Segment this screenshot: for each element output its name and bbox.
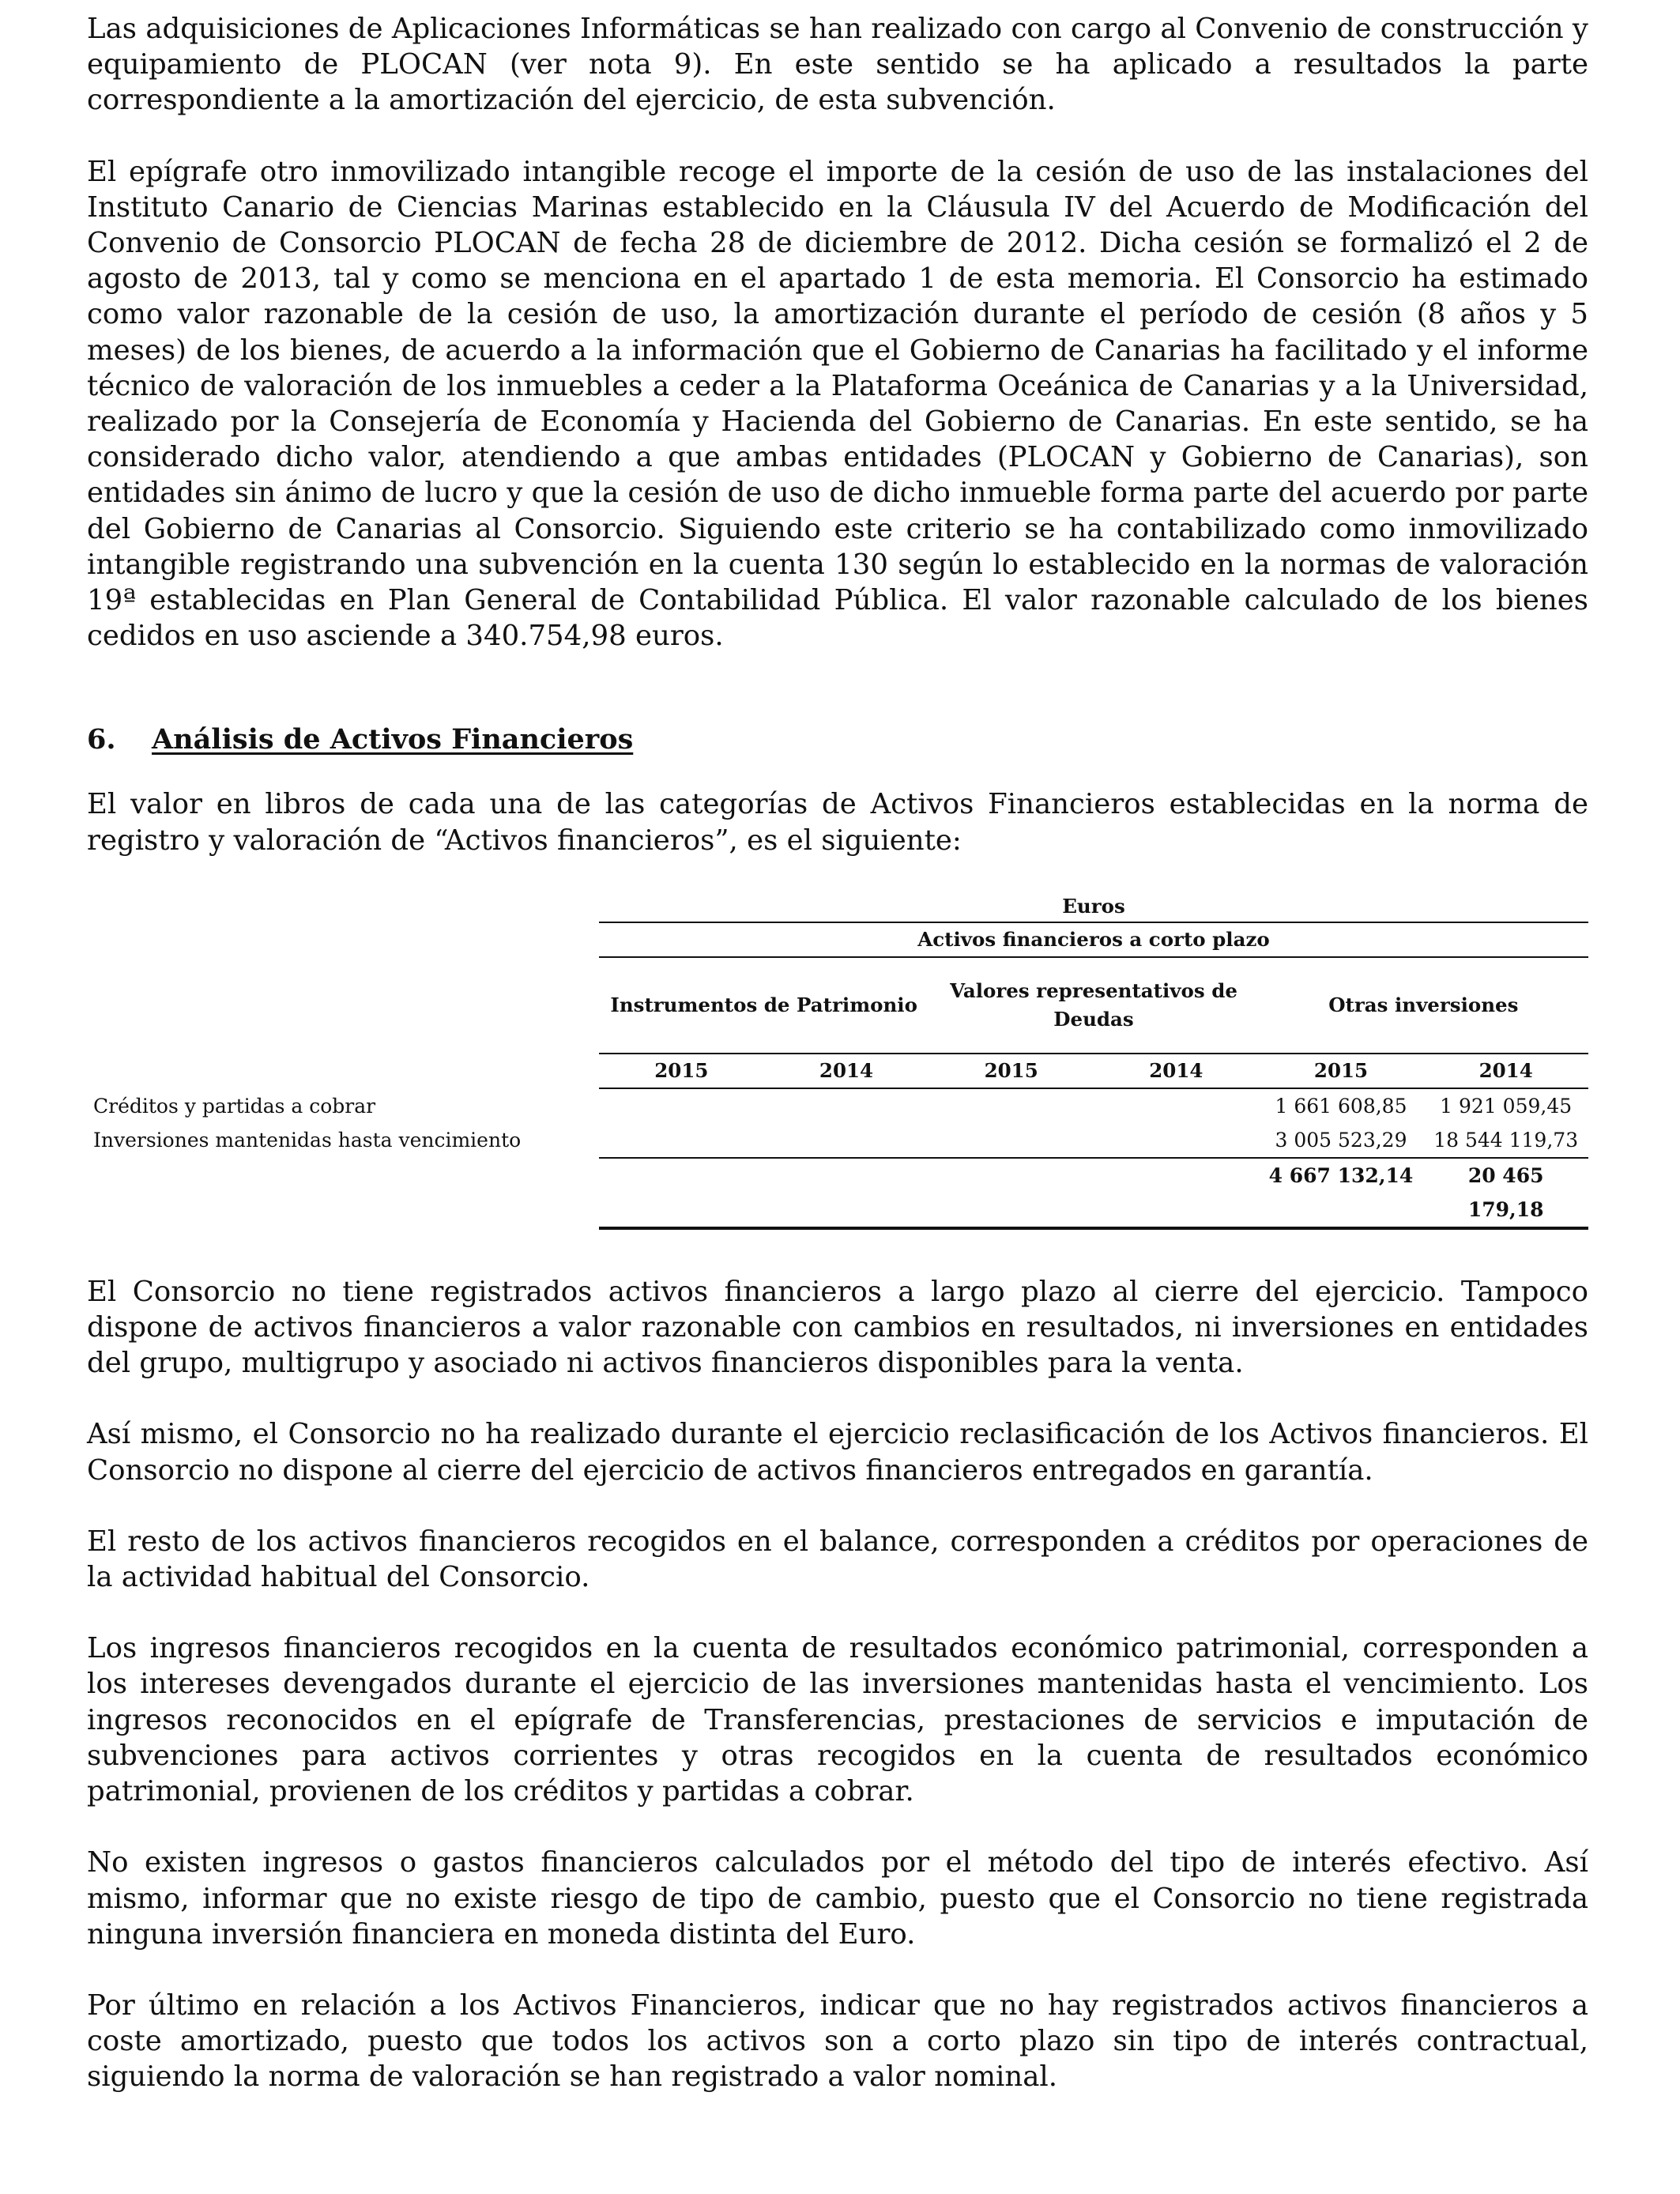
year-header: 2014: [1094, 1054, 1259, 1089]
year-header: 2015: [929, 1054, 1094, 1089]
paragraph-intro: El valor en libros de cada una de las categorías de Activos Financieros establecidas en la norma de registro y valoración de “Activos financieros”, es el siguiente:: [87, 788, 1588, 857]
table-cell: [599, 1089, 764, 1123]
row-label-inversiones: Inversiones mantenidas hasta vencimiento: [93, 1128, 522, 1152]
paragraph-ingresos-financieros: Los ingresos financieros recogidos en la cuenta de resultados económico patrimonial, corresponden a los intereses devengados durante el ejercicio de las inversiones mantenidas hasta el vencimiento. Los ingresos reconocidos en el epígrafe de Transferencias, prestaciones de servicios e imputación de subvenciones para activos corrientes y otras recogidos en la cuenta de resultados económico patrimonial, provienen de los créditos y partidas a cobrar.: [87, 1632, 1588, 1808]
col-group-instrumentos: Instrumentos de Patrimonio: [599, 958, 929, 1054]
section-title: Análisis de Activos Financieros: [152, 723, 634, 756]
table-cell: 1 921 059,45: [1440, 1094, 1573, 1118]
total-cell: [764, 1159, 929, 1230]
col-group-otras: Otras inversiones: [1259, 958, 1588, 1054]
total-cell: [1094, 1159, 1259, 1230]
year-header: 2014: [1423, 1054, 1588, 1089]
table-cell: [764, 1123, 929, 1159]
total-cell: [929, 1159, 1094, 1230]
table-corner: [87, 892, 599, 923]
table-cell: [599, 1123, 764, 1159]
table-cell: [1094, 1089, 1259, 1123]
table-cell: [1094, 1123, 1259, 1159]
col-group-valores: Valores representativos de Deudas: [929, 958, 1258, 1054]
table-cell: [929, 1123, 1094, 1159]
year-header: 2014: [764, 1054, 929, 1089]
financial-assets-table: [87, 892, 1588, 1230]
currency-header: Euros: [599, 892, 1588, 923]
paragraph-tipo-interes: No existen ingresos o gastos financieros calculados por el método del tipo de interés efectivo. Así mismo, informar que no existe riesgo de tipo de cambio, puesto que el Consorcio no tiene registrada ninguna inversión financiera en moneda distinta del Euro.: [87, 1846, 1588, 1951]
group-header: Activos financieros a corto plazo: [599, 923, 1588, 958]
paragraph-otro-inmovilizado: El epígrafe otro inmovilizado intangible recoge el importe de la cesión de uso de las instalaciones del Instituto Canario de Ciencias Marinas establecido en la Cláusula IV del Acuerdo de Modificación del Convenio de Consorcio PLOCAN de fecha 28 de diciembre de 2012. Dicha cesión se formalizó el 2 de agosto de 2013, tal y como se menciona en el apartado 1 de esta memoria. El Consorcio ha estimado como valor razonable de la cesión de uso, la amortización durante el período de cesión (8 años y 5 meses) de los bienes, de acuerdo a la información que el Gobierno de Canarias ha facilitado y el informe técnico de valoración de los inmuebles a ceder a la Plataforma Oceánica de Canarias y a la Universidad, realizado por la Consejería de Economía y Hacienda del Gobierno de Canarias. En este sentido, se ha considerado dicho valor, atendiendo a que ambas entidades (PLOCAN y Gobierno de Canarias), son entidades sin ánimo de lucro y que la cesión de uso de dicho inmueble forma parte del acuerdo por parte del Gobierno de Canarias al Consorcio. Siguiendo este criterio se ha contabilizado como inmovilizado intangible registrando una subvención en la cuenta 130 según lo establecido en la normas de valoración 19ª establecidas en Plan General de Contabilidad Pública. El valor razonable calculado de los bienes cedidos en uso asciende a 340.754,98 euros.: [87, 155, 1588, 653]
paragraph-coste-amortizado: Por último en relación a los Activos Financieros, indicar que no hay registrados activos financieros a coste amortizado, puesto que todos los activos son a corto plazo sin tipo de interés contractual, siguiendo la norma de valoración se han registrado a valor nominal.: [87, 1989, 1588, 2094]
row-label-creditos: Créditos y partidas a cobrar: [93, 1094, 376, 1118]
paragraph-reclasificacion: Así mismo, el Consorcio no ha realizado durante el ejercicio reclasificación de los Activos financieros. El Consorcio no dispone al cierre del ejercicio de activos financieros entregados en garantía.: [87, 1418, 1588, 1487]
table-cell: 3 005 523,29: [1259, 1123, 1424, 1159]
paragraph-aplicaciones-informaticas: Las adquisiciones de Aplicaciones Informáticas se han realizado con cargo al Convenio de construcción y equipamiento de PLOCAN (ver nota 9). En este sentido se ha aplicado a resultados la parte correspondiente a la amortización del ejercicio, de esta subvención.: [87, 13, 1588, 117]
year-header: 2015: [1259, 1054, 1424, 1089]
total-cell: 20 465 179,18: [1423, 1159, 1588, 1230]
total-cell: [599, 1159, 764, 1230]
paragraph-no-activos-largo-plazo: El Consorcio no tiene registrados activos financieros a largo plazo al cierre del ejercicio. Tampoco dispone de activos financieros a valor razonable con cambios en resultados, ni inversiones en entidades del grupo, multigrupo y asociado ni activos financieros disponibles para la venta.: [87, 1275, 1588, 1380]
section-heading: [87, 722, 1588, 758]
table-cell: 18 544 119,73: [1423, 1123, 1588, 1159]
page-content: [87, 11, 1588, 2131]
year-header: 2015: [599, 1054, 764, 1089]
table-cell: 1 661 608,85: [1275, 1094, 1407, 1118]
section-number: 6.: [87, 723, 116, 756]
paragraph-resto-activos: El resto de los activos financieros recogidos en el balance, corresponden a créditos por operaciones de la actividad habitual del Consorcio.: [87, 1525, 1588, 1594]
table-cell: [764, 1089, 929, 1123]
total-cell: 4 667 132,14: [1259, 1159, 1424, 1230]
table-cell: [929, 1089, 1094, 1123]
